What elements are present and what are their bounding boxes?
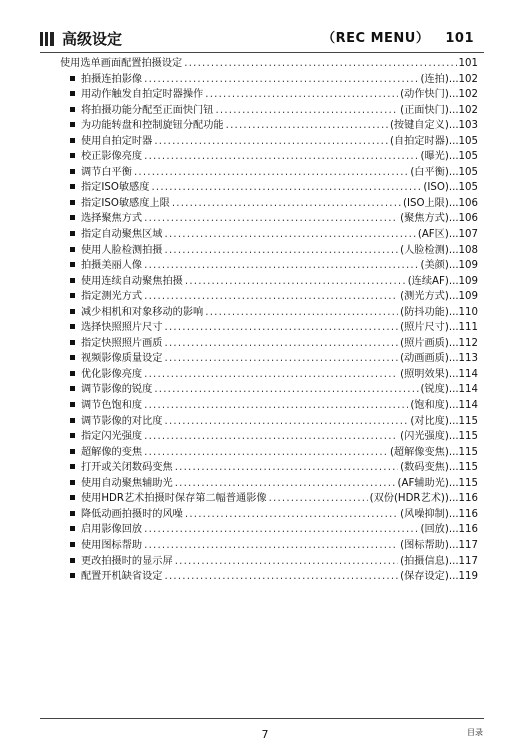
leader-dots: [144, 258, 418, 274]
section-marker-icon: [40, 32, 54, 46]
bullet-icon: [70, 542, 75, 547]
toc-entry-label: 调节影像的对比度: [81, 415, 163, 427]
toc-entry-page: (按键自定义)...103: [389, 120, 478, 132]
toc-entry-label: 指定闪光强度: [81, 431, 143, 443]
toc-entry-page: (自拍定时器)...105: [389, 135, 478, 147]
toc-entry[interactable]: [70, 87, 478, 103]
toc-entry[interactable]: [70, 258, 478, 274]
toc-entry-label: 为功能转盘和控制旋钮分配功能: [81, 120, 224, 132]
leader-dots: [144, 367, 398, 383]
toc-entry-page: (ISO上限)...106: [403, 197, 478, 209]
leader-dots: [165, 351, 399, 367]
toc-entry-label: 打开或关闭数码变焦: [81, 462, 173, 474]
footer-page-number: 7: [261, 728, 269, 741]
toc-entry-label: 优化影像亮度: [81, 368, 143, 380]
toc-entry[interactable]: [70, 476, 478, 492]
leader-dots: [134, 165, 408, 181]
toc-entry-label: 更改拍摄时的显示屏: [81, 555, 173, 567]
bullet-icon: [70, 169, 75, 174]
toc-entry-page: (AF辅助光)...115: [397, 477, 478, 489]
toc-entry-label: 降低动画拍摄时的风噪: [81, 508, 183, 520]
toc-entry-label: 视频影像质量设定: [81, 353, 163, 365]
header-section: [322, 29, 474, 49]
toc-entry-label: 调节白平衡: [81, 166, 132, 178]
toc-entry[interactable]: [70, 398, 478, 414]
toc-entry-page: (动画画质)...113: [400, 353, 478, 365]
toc-entry[interactable]: [70, 351, 478, 367]
toc-entry[interactable]: [70, 414, 478, 430]
toc-intro-entry[interactable]: [60, 56, 478, 72]
footer-contents-link[interactable]: 目录: [467, 728, 483, 737]
toc-entry-page: (对比度)...115: [410, 415, 478, 427]
bullet-icon: [70, 184, 75, 189]
leader-dots: [205, 87, 398, 103]
toc-entry[interactable]: [70, 538, 478, 554]
leader-dots: [154, 382, 418, 398]
bullet-icon: [70, 511, 75, 516]
bullet-icon: [70, 262, 75, 267]
toc-entry[interactable]: [70, 491, 478, 507]
leader-dots: [144, 538, 398, 554]
bullet-icon: [70, 293, 75, 298]
toc-entry-label: 减少相机和对象移动的影响: [81, 306, 204, 318]
bullet-icon: [70, 449, 75, 454]
bullet-icon: [70, 464, 75, 469]
toc-entry-label: 指定快照照片画质: [81, 337, 163, 349]
leader-dots: [185, 507, 398, 523]
leader-dots: [144, 398, 408, 414]
bullet-icon: [70, 402, 75, 407]
toc-entry-page: (防抖功能)...110: [400, 306, 478, 318]
leader-dots: [175, 460, 398, 476]
leader-dots: [144, 429, 398, 445]
bullet-icon: [70, 433, 75, 438]
leader-dots: [144, 445, 388, 461]
leader-dots: [226, 118, 388, 134]
bullet-icon: [70, 309, 75, 314]
bullet-icon: [70, 418, 75, 423]
bullet-icon: [70, 231, 75, 236]
bullet-icon: [70, 558, 75, 563]
toc-entry[interactable]: [70, 211, 478, 227]
toc-entry-label: 使用自动聚焦辅助光: [81, 477, 173, 489]
toc-entry[interactable]: [70, 72, 478, 88]
toc-entry-page: (图标帮助)...117: [400, 539, 478, 551]
header-rule: [40, 52, 484, 53]
leader-dots: [154, 134, 388, 150]
leader-dots: [165, 243, 399, 259]
toc-entry-page: (拍摄信息)...117: [400, 555, 478, 567]
toc-entry-label: 使用自拍定时器: [81, 135, 153, 147]
leader-dots: [269, 491, 368, 507]
toc-entry-label: 超解像的变焦: [81, 446, 143, 458]
bullet-icon: [70, 76, 75, 81]
leader-dots: [165, 569, 399, 585]
toc-entry-label: 使用图标帮助: [81, 539, 143, 551]
toc-entry-label: 拍摄美丽人像: [81, 260, 143, 272]
toc-entry[interactable]: [70, 149, 478, 165]
bullet-icon: [70, 324, 75, 329]
bullet-icon: [70, 386, 75, 391]
toc-entry-label: 指定ISO敏感度: [81, 182, 150, 194]
leader-dots: [185, 274, 406, 290]
toc-entry-label: 校正影像亮度: [81, 151, 143, 163]
header-page-number: 101: [445, 31, 474, 46]
toc-entry[interactable]: [70, 289, 478, 305]
toc-entry-page: (聚焦方式)...106: [400, 213, 478, 225]
toc-entry-page: (动作快门)...102: [400, 89, 478, 101]
toc-entry[interactable]: [70, 274, 478, 290]
toc-entry[interactable]: [70, 445, 478, 461]
toc-entry[interactable]: [70, 507, 478, 523]
toc-entry-page: (AF区)...107: [417, 229, 478, 241]
toc-entry[interactable]: [70, 227, 478, 243]
toc-entry-label: 配置开机缺省设定: [81, 571, 163, 583]
toc-entry-page: (美颜)...109: [420, 260, 478, 272]
toc-entry-label: 调节色饱和度: [81, 400, 143, 412]
footer-rule: [40, 718, 484, 719]
toc-entry-label: 使用连续自动聚焦拍摄: [81, 275, 183, 287]
toc-entry-page: (闪光强度)...115: [400, 431, 478, 443]
bullet-icon: [70, 495, 75, 500]
toc-entry-page: (风噪抑制)...116: [400, 508, 478, 520]
toc-entry-page: (测光方式)...109: [400, 291, 478, 303]
toc-entry[interactable]: [70, 320, 478, 336]
section-label: （REC MENU）: [322, 31, 430, 46]
toc-entry-page: (连续AF)...109: [407, 275, 478, 287]
leader-dots: [144, 72, 418, 88]
bullet-icon: [70, 247, 75, 252]
toc-entry-label: 使用HDR艺术拍摄时保存第二幅普通影像: [81, 493, 267, 505]
table-of-contents: [60, 56, 478, 585]
leader-dots: [144, 289, 398, 305]
bullet-icon: [70, 573, 75, 578]
toc-entry-page: (正面快门)...102: [400, 104, 478, 116]
leader-dots: [175, 476, 396, 492]
toc-entry[interactable]: [70, 243, 478, 259]
toc-entry-page: (超解像变焦)...115: [389, 446, 478, 458]
leader-dots: [184, 56, 456, 72]
toc-entry-page: (连拍)...102: [420, 73, 478, 85]
toc-entry-label: 使用人脸检测拍摄: [81, 244, 163, 256]
leader-dots: [165, 320, 399, 336]
bullet-icon: [70, 526, 75, 531]
toc-entry-page: (ISO)...105: [423, 182, 478, 194]
toc-entry[interactable]: [70, 569, 478, 585]
bullet-icon: [70, 480, 75, 485]
bullet-icon: [70, 278, 75, 283]
toc-entry-label: 将拍摄功能分配至正面快门钮: [81, 104, 214, 116]
toc-entry-label: 拍摄连拍影像: [81, 73, 143, 85]
toc-entry[interactable]: [70, 522, 478, 538]
leader-dots: [165, 227, 416, 243]
toc-entry-page: (保存设定)...119: [400, 571, 478, 583]
bullet-icon: [70, 138, 75, 143]
bullet-icon: [70, 355, 75, 360]
leader-dots: [144, 149, 418, 165]
toc-entry-page: (照片尺寸)...111: [400, 322, 478, 334]
toc-entry-page: (数码变焦)...115: [400, 462, 478, 474]
toc-entry-page: (照片画质)...112: [400, 337, 478, 349]
toc-entry[interactable]: [70, 460, 478, 476]
toc-entry-label: 启用影像回放: [81, 524, 143, 536]
toc-intro-page: 101: [458, 58, 478, 69]
bullet-icon: [70, 91, 75, 96]
bullet-icon: [70, 340, 75, 345]
toc-entry-label: 指定自动聚焦区域: [81, 229, 163, 241]
toc-entry[interactable]: [70, 196, 478, 212]
toc-entry[interactable]: [70, 382, 478, 398]
leader-dots: [175, 554, 398, 570]
toc-entry-page: (回放)...116: [420, 524, 478, 536]
bullet-icon: [70, 153, 75, 158]
toc-entry[interactable]: [70, 180, 478, 196]
toc-entry-page: (饱和度)...114: [410, 400, 478, 412]
bullet-icon: [70, 215, 75, 220]
bullet-icon: [70, 107, 75, 112]
toc-entry[interactable]: [70, 165, 478, 181]
bullet-icon: [70, 122, 75, 127]
toc-entry[interactable]: [70, 134, 478, 150]
toc-entry[interactable]: [70, 367, 478, 383]
toc-entry-page: (双份(HDR艺术))...116: [369, 493, 478, 505]
leader-dots: [215, 103, 398, 119]
bullet-icon: [70, 371, 75, 376]
toc-entry[interactable]: [70, 429, 478, 445]
leader-dots: [165, 414, 409, 430]
leader-dots: [172, 196, 401, 212]
toc-entry-label: 指定ISO敏感度上限: [81, 197, 170, 209]
leader-dots: [165, 336, 399, 352]
page-title: 高级设定: [62, 30, 123, 48]
toc-entry[interactable]: [70, 305, 478, 321]
bullet-icon: [70, 200, 75, 205]
leader-dots: [151, 180, 421, 196]
toc-entry-label: 选择聚焦方式: [81, 213, 143, 225]
toc-entry-label: 调节影像的锐度: [81, 384, 153, 396]
toc-entry-label: 用动作触发自拍定时器操作: [81, 89, 204, 101]
toc-intro-label: 使用选单画面配置拍摄设定: [60, 58, 183, 69]
toc-entry[interactable]: [70, 103, 478, 119]
toc-entry-page: (曝光)...105: [420, 151, 478, 163]
toc-entry-page: (锐度)...114: [420, 384, 478, 396]
toc-entry-page: (照明效果)...114: [400, 368, 478, 380]
leader-dots: [144, 522, 418, 538]
leader-dots: [205, 305, 398, 321]
toc-entry[interactable]: [70, 554, 478, 570]
toc-entry[interactable]: [70, 336, 478, 352]
toc-entry-label: 选择快照照片尺寸: [81, 322, 163, 334]
toc-entry-label: 指定测光方式: [81, 291, 143, 303]
leader-dots: [144, 211, 398, 227]
toc-entry-page: (白平衡)...105: [410, 166, 478, 178]
page-header: [40, 29, 484, 51]
toc-entry-page: (人脸检测)...108: [400, 244, 478, 256]
toc-entry[interactable]: [70, 118, 478, 134]
